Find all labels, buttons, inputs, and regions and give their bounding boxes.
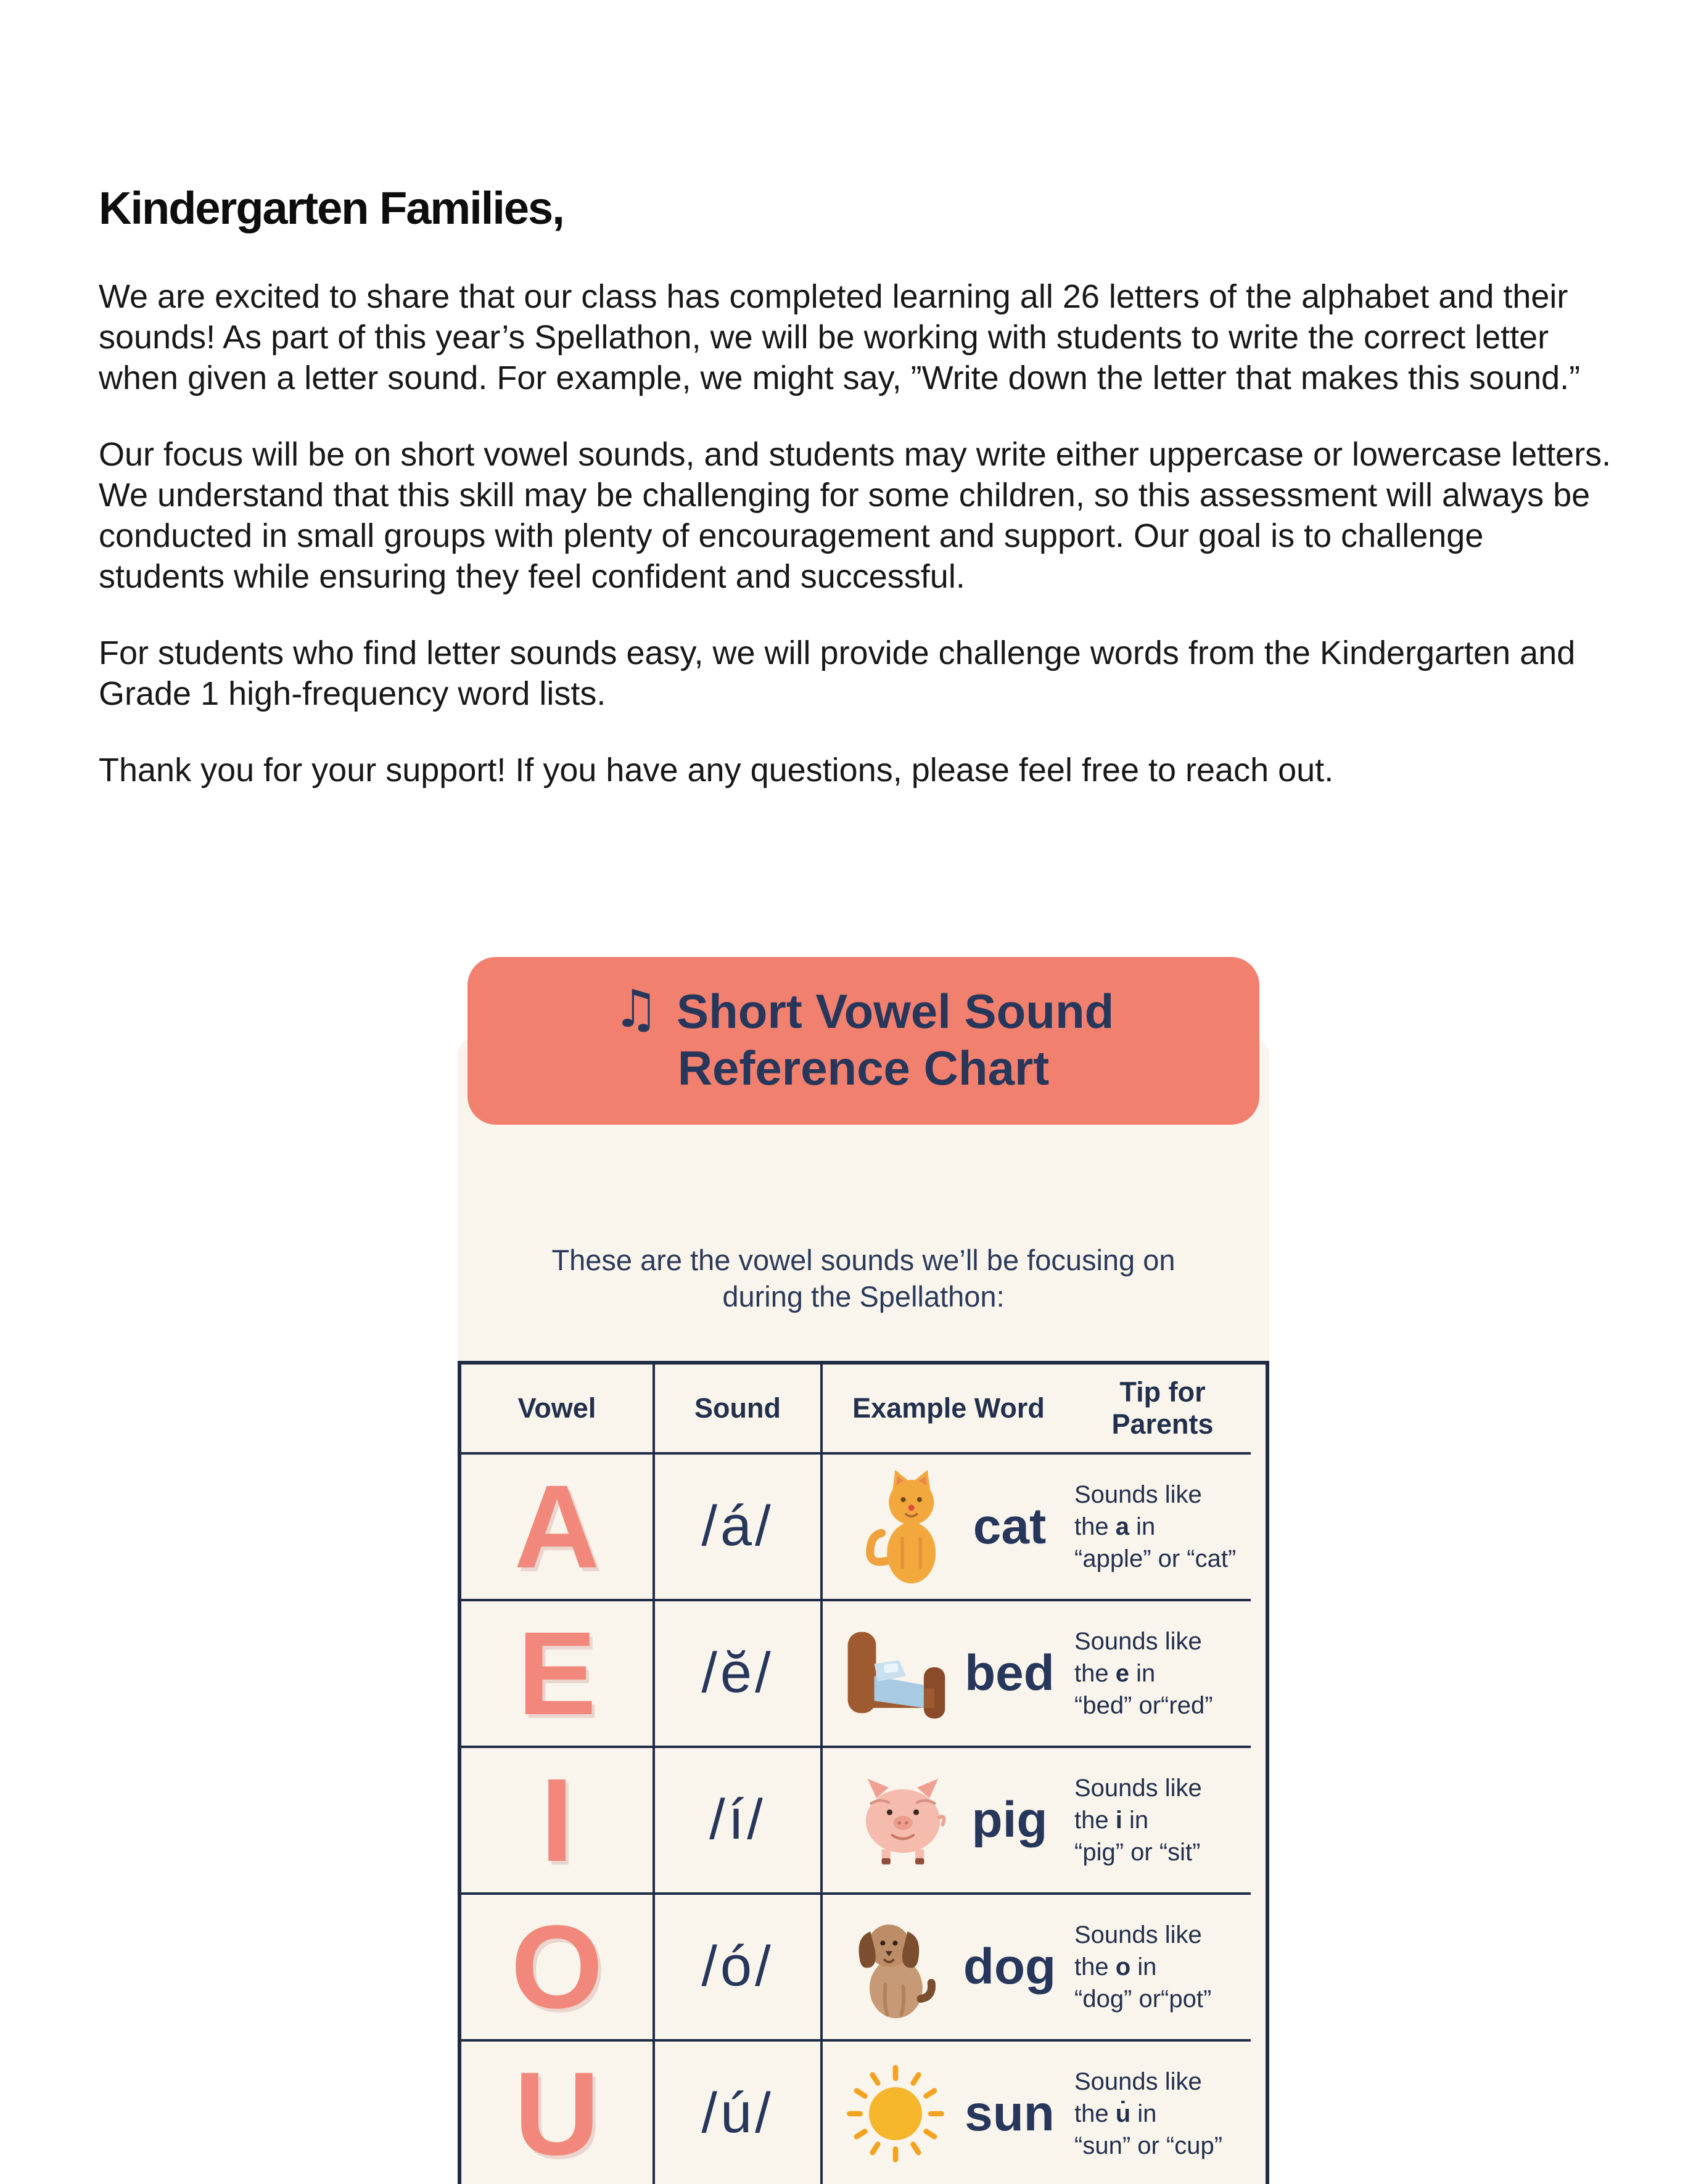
header-tip-for-parents: Tip for Parents: [1111, 1376, 1214, 1440]
tip-a-line1: Sounds like: [1074, 1480, 1202, 1508]
tip-e-line3: “bed” or“red”: [1074, 1691, 1213, 1719]
sound-a: /á/: [701, 1495, 774, 1558]
cat-image: [851, 1468, 957, 1585]
tip-u-line3: “sun” or “cup”: [1074, 2132, 1223, 2159]
dog-image: [841, 1908, 947, 2026]
table-row-u-example: [820, 2039, 1074, 2184]
tip-e-line1: Sounds like: [1074, 1627, 1202, 1655]
music-note-icon: ♫: [612, 979, 660, 1040]
tip-i-line3: “pig” or “sit”: [1074, 1838, 1201, 1866]
tip-i-line2: the i in: [1074, 1806, 1149, 1834]
example-word-bed: bed: [965, 1644, 1055, 1701]
table-row-a-example: [820, 1452, 1074, 1599]
table-row-i-tip: [1074, 1746, 1251, 1892]
letter-section: [99, 182, 1613, 826]
header-sound: Sound: [653, 1365, 820, 1452]
tip-e-line2: the e in: [1074, 1659, 1156, 1687]
sound-u: /ú/: [701, 2082, 774, 2145]
table-row-i-sound: [653, 1746, 820, 1892]
tip-u-line2: the u̇ in: [1074, 2100, 1157, 2127]
table-row-u-vowel: [461, 2039, 653, 2184]
table-row-e-tip: [1074, 1599, 1251, 1746]
table-row-e-vowel: [461, 1599, 653, 1746]
letter-heading: Kindergarten Families,: [99, 183, 564, 234]
tip-u-line1: Sounds like: [1074, 2067, 1202, 2095]
table-row-a-tip: [1074, 1452, 1251, 1599]
reference-chart: [458, 957, 1269, 2184]
sound-o: /ó/: [701, 1935, 774, 1998]
header-vowel: Vowel: [517, 1392, 596, 1424]
letter-paragraph-3: For students who find letter sounds easy, we will provide challenge words from the Kindergarten and Grade 1 high-frequency word lists.: [99, 634, 1576, 712]
letter-paragraph-4: Thank you for your support! If you have any questions, please feel free to reach out.: [99, 752, 1334, 789]
table-row-u-tip: [1074, 2039, 1251, 2184]
table-row-i-vowel: [461, 1746, 653, 1892]
tip-o-line2: the o in: [1074, 1953, 1157, 1981]
table-row-o-example: [820, 1892, 1074, 2039]
sun-image: [842, 2055, 949, 2172]
pig-image: [850, 1762, 956, 1879]
vowel-o: O: [511, 1900, 603, 2033]
tip-o-line3: “dog” or“pot”: [1074, 1985, 1212, 2013]
table-row-a-sound: [653, 1452, 820, 1599]
example-word-sun: sun: [965, 2085, 1055, 2141]
table-row-e-example: [820, 1599, 1074, 1746]
tip-a-line2: the a in: [1074, 1513, 1156, 1540]
table-row-a-vowel: [461, 1452, 653, 1599]
table-row-i-example: [820, 1746, 1074, 1892]
chart-title-line1: Short Vowel Sound: [677, 984, 1114, 1038]
chart-body-panel: [458, 1038, 1269, 2184]
sound-i: /í/: [709, 1788, 766, 1851]
table-row-o-tip: [1074, 1892, 1251, 2039]
sound-e: /ĕ/: [701, 1641, 774, 1704]
table-row-u-sound: [653, 2039, 820, 2184]
vowel-u: U: [514, 2046, 600, 2180]
example-word-dog: dog: [963, 1938, 1056, 1995]
table-row-o-vowel: [461, 1892, 653, 2039]
chart-title-banner: [467, 957, 1259, 1125]
tip-i-line1: Sounds like: [1074, 1774, 1202, 1802]
header-example-word: Example Word: [820, 1365, 1074, 1452]
vowel-e: E: [517, 1606, 597, 1739]
tip-a-line3: “apple” or “cat”: [1074, 1545, 1237, 1572]
chart-title-line1-wrap: [480, 979, 1247, 1040]
chart-subtitle: These are the vowel sounds we’ll be focusing on during the Spellathon:: [551, 1244, 1175, 1313]
example-word-cat: cat: [973, 1498, 1047, 1554]
table-row-e-sound: [653, 1599, 820, 1746]
letter-paragraph-1: We are excited to share that our class has completed learning all 26 letters of the alphabet and their sounds! As part of this year’s Spellathon, we will be working with students to write the correct letter when given a letter sound. For example, we might say, ”Write down the letter that makes this sound.”: [99, 278, 1581, 396]
table-row-o-sound: [653, 1892, 820, 2039]
bed-image: [842, 1615, 949, 1732]
chart-title-line2: Reference Chart: [677, 1041, 1050, 1096]
vowel-table: [458, 1361, 1269, 2184]
tip-o-line1: Sounds like: [1074, 1921, 1202, 1948]
vowel-a: A: [514, 1459, 600, 1593]
letter-paragraph-2: Our focus will be on short vowel sounds, and students may write either uppercase or lowercase letters. We understand that this skill may be challenging for some children, so this assessment will always be conducted in small groups with plenty of encouragement and support. Our goal is to challenge students while ensuring they feel confident and successful.: [99, 436, 1612, 595]
vowel-i: I: [540, 1753, 574, 1886]
example-word-pig: pig: [971, 1791, 1048, 1848]
